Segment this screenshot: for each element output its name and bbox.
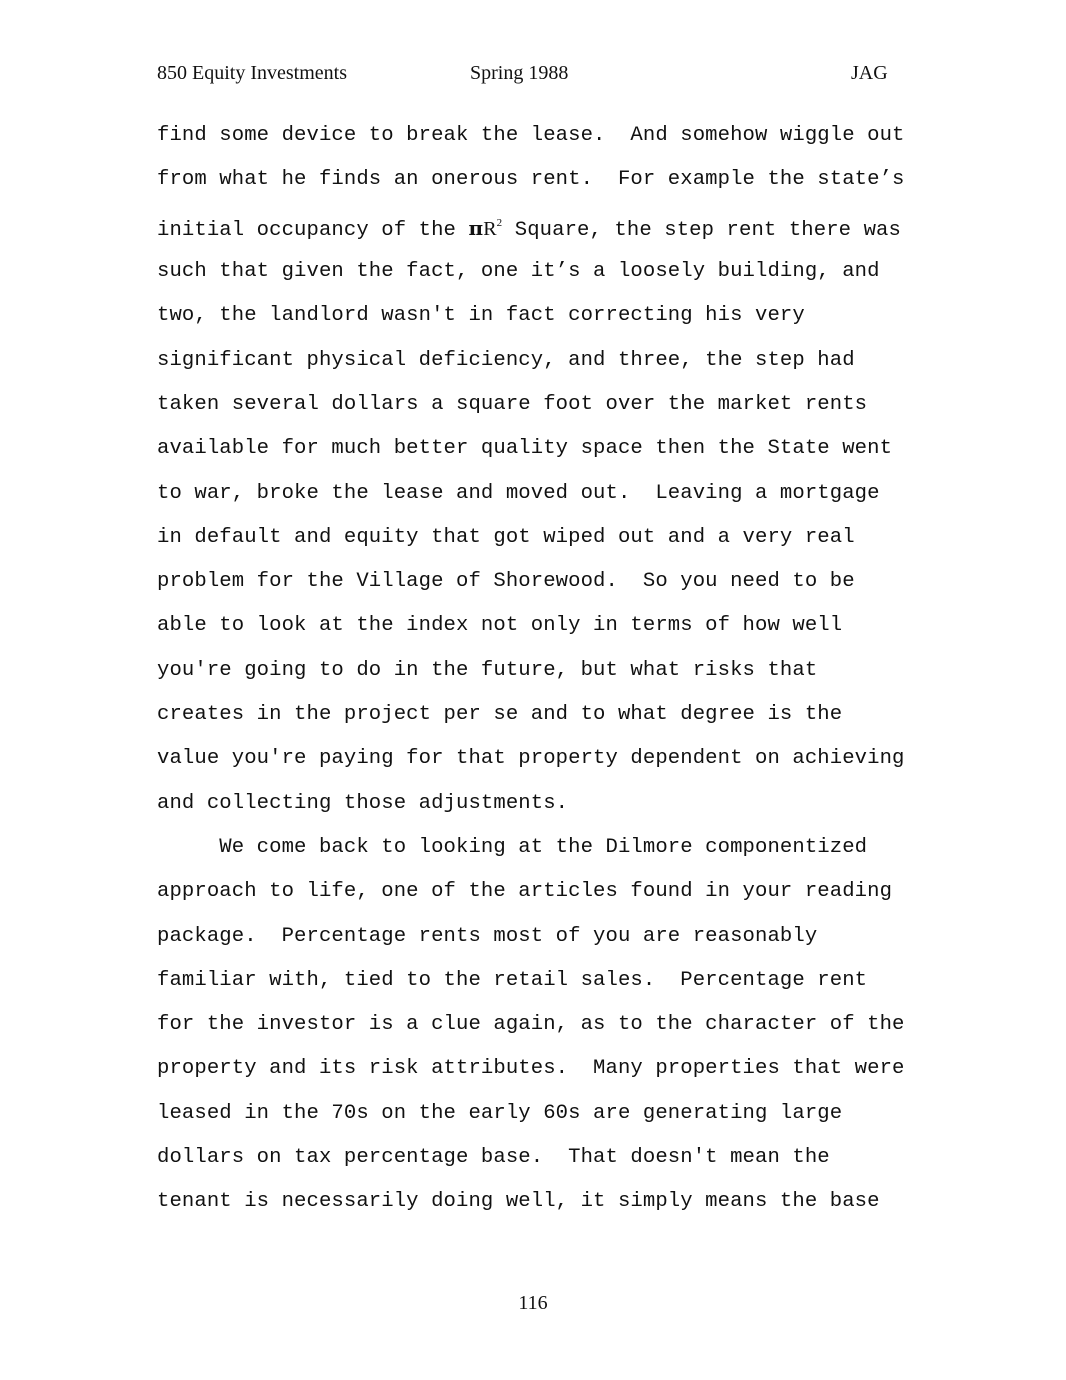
- text-line: for the investor is a clue again, as to the character of the: [157, 1013, 905, 1037]
- text-line: to war, broke the lease and moved out. Leaving a mortgage: [157, 481, 880, 505]
- text-line: value you're paying for that property dependent on achieving: [157, 747, 905, 771]
- page-header: [0, 62, 1066, 92]
- text-line: such that given the fact, one it’s a loosely building, and: [157, 260, 880, 284]
- text-line: taken several dollars a square foot over the market rents: [157, 392, 868, 416]
- text-line: available for much better quality space then the State went: [157, 437, 893, 461]
- text-line: you're going to do in the future, but what risks that: [157, 658, 818, 682]
- header-course: 850 Equity Investments: [157, 62, 347, 84]
- text-line: We come back to looking at the Dilmore componentized: [157, 835, 868, 859]
- text-line: dollars on tax percentage base. That doesn't mean the: [157, 1146, 830, 1170]
- text-line: able to look at the index not only in terms of how well: [157, 614, 843, 638]
- text-line: from what he finds an onerous rent. For example the state’s: [157, 168, 905, 192]
- text-line: leased in the 70s on the early 60s are generating large: [157, 1101, 843, 1125]
- text-line: package. Percentage rents most of you are reasonably: [157, 924, 818, 948]
- text-line: and collecting those adjustments.: [157, 791, 569, 815]
- text-line: problem for the Village of Shorewood. So you need to be: [157, 570, 855, 594]
- text-line: two, the landlord wasn't in fact correcting his very: [157, 304, 805, 328]
- text-line: property and its risk attributes. Many properties that were: [157, 1057, 905, 1081]
- page-number: 116: [518, 1292, 548, 1314]
- header-initials: JAG: [851, 62, 888, 84]
- superscript-two: 2: [496, 216, 503, 229]
- text-segment: initial occupancy of the: [157, 218, 469, 242]
- text-line: creates in the project per se and to what degree is the: [157, 703, 843, 727]
- transcript-body: [157, 119, 917, 1230]
- r-symbol: R: [483, 217, 497, 240]
- text-line: in default and equity that got wiped out and a very real: [157, 525, 855, 549]
- text-line: tenant is necessarily doing well, it simply means the base: [157, 1190, 880, 1214]
- text-line: familiar with, tied to the retail sales. Percentage rent: [157, 968, 868, 992]
- text-line: significant physical deficiency, and three, the step had: [157, 348, 855, 372]
- text-line: find some device to break the lease. And somehow wiggle out: [157, 124, 905, 147]
- text-line-with-formula: [157, 208, 917, 256]
- text-segment: Square, the step rent there was: [502, 218, 901, 242]
- header-term: Spring 1988: [470, 62, 569, 84]
- text-line: approach to life, one of the articles found in your reading: [157, 880, 893, 904]
- pi-symbol: π: [468, 215, 484, 240]
